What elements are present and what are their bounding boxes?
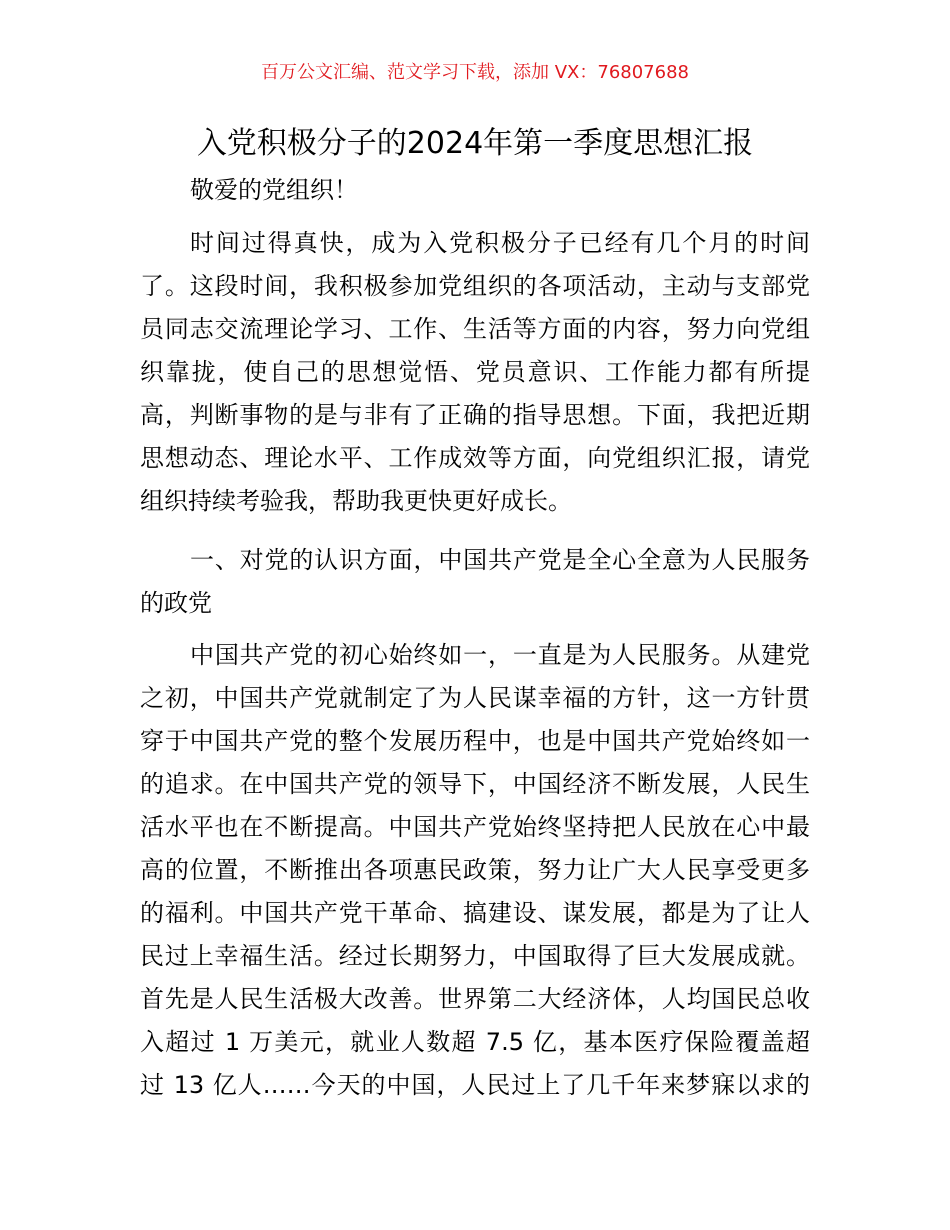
paragraph-2-line: 的福利。中国共产党干革命、搞建设、谋发展，都是为了让人 <box>140 899 810 927</box>
paragraph-1-line: 组织持续考验我，帮助我更快更好成长。 <box>140 487 572 515</box>
paragraph-2-line: 首先是人民生活极大改善。世界第二大经济体，人均国民总收 <box>140 985 810 1013</box>
paragraph-1-line: 织靠拢，使自己的思想觉悟、党员意识、工作能力都有所提 <box>140 358 810 386</box>
paragraph-2-line: 穿于中国共产党的整个发展历程中，也是中国共产党始终如一 <box>140 727 810 755</box>
paragraph-1-line: 员同志交流理论学习、工作、生活等方面的内容，努力向党组 <box>140 315 810 343</box>
paragraph-2-line: 入超过 1 万美元，就业人数超 7.5 亿，基本医疗保险覆盖超 <box>140 1028 810 1056</box>
paragraph-1-line: 了。这段时间，我积极参加党组织的各项活动，主动与支部党 <box>140 272 810 300</box>
paragraph-2-line: 中国共产党的初心始终如一，一直是为人民服务。从建党 <box>190 641 810 669</box>
paragraph-1-line: 时间过得真快，成为入党积极分子已经有几个月的时间 <box>190 229 810 257</box>
salutation: 敬爱的党组织！ <box>190 176 358 204</box>
document-title: 入党积极分子的2024年第一季度思想汇报 <box>196 126 754 161</box>
paragraph-1-line: 高，判断事物的是与非有了正确的指导思想。下面，我把近期 <box>140 401 810 429</box>
paragraph-1-line: 思想动态、理论水平、工作成效等方面，向党组织汇报，请党 <box>140 444 810 472</box>
paragraph-2-line: 的追求。在中国共产党的领导下，中国经济不断发展，人民生 <box>140 770 810 798</box>
paragraph-2-line: 之初，中国共产党就制定了为人民谋幸福的方针，这一方针贯 <box>140 684 810 712</box>
paragraph-2-line: 活水平也在不断提高。中国共产党始终坚持把人民放在心中最 <box>140 813 810 841</box>
section-heading-line: 的政党 <box>140 589 212 617</box>
paragraph-2-line: 过 13 亿人……今天的中国，人民过上了几千年来梦寐以求的 <box>140 1071 810 1099</box>
paragraph-2-line: 民过上幸福生活。经过长期努力，中国取得了巨大发展成就。 <box>140 942 810 970</box>
watermark-header: 百万公文汇编、范文学习下载，添加 VX：76807688 <box>261 62 689 83</box>
section-heading-line: 一、对党的认识方面，中国共产党是全心全意为人民服务 <box>190 546 810 574</box>
paragraph-2-line: 高的位置，不断推出各项惠民政策，努力让广大人民享受更多 <box>140 856 810 884</box>
